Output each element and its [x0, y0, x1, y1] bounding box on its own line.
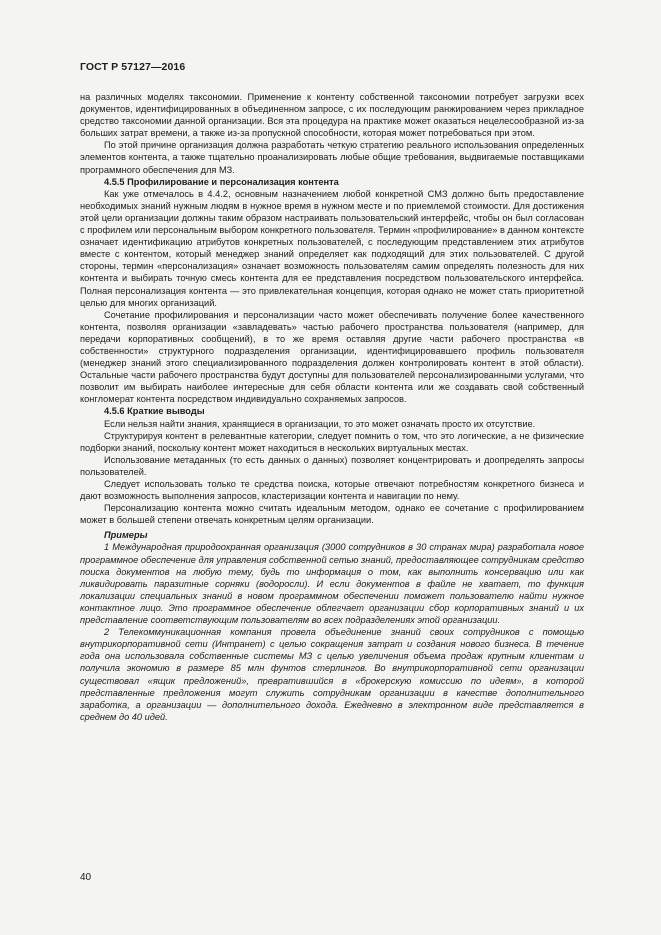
paragraph: Персонализацию контента можно считать идеальным методом, однако ее сочетание с профилированием может в большей степени отвечать конкретным целям организации. — [80, 503, 584, 526]
paragraph: Если нельзя найти знания, хранящиеся в организации, то это может означать просто их отсутствие. — [104, 418, 536, 429]
paragraph: Использование метаданных (то есть данных о данных) позволяет концентрировать и доопределять запросы пользователей. — [80, 454, 584, 477]
document-header: ГОСТ Р 57127—2016 — [80, 61, 186, 73]
paragraph: Следует использовать только те средства поиска, которые отвечают потребностям конкретного бизнеса и дают возможность выполнения запросов, кластеризации контента и навигации по нему. — [80, 479, 584, 502]
paragraph: Как уже отмечалось в 4.4.2, основным назначением любой конкретной СМЗ должно быть предоставление необходимых знаний нужным людям в нужное время в нужном месте и по приемлемой стоимости. Для достижения этой цели организации должны таким образом настраивать пользовательский интерфейс, чтобы он был согласован с профилем или персональным выбором конкретного пользователя. Термин «профилирование» в данном контексте означает идентификацию атрибутов конкретных пользователей, с последующим представлением этих атрибутов вместе с контентом, который менеджер знаний определяет как подходящий для этих пользователей. С другой стороны, термин «персонализация» означает возможность пользователям самим определять полезность для них контента и выбирать точную смесь контента для ее представления посредством пользовательского интерфейса. Полная персонализация контента — это привлекательная концепция, которая однако не может стать приоритетной целью для многих организаций. — [80, 188, 584, 308]
paragraph: Структурируя контент в релевантные категории, следует помнить о том, что это логические, а не физические подборки знаний, поскольку контент может находиться в нескольких виртуальных местах. — [80, 430, 584, 453]
examples-title: Примеры — [104, 530, 148, 541]
section-heading-4-5-6: 4.5.6 Краткие выводы — [104, 406, 205, 417]
paragraph: Сочетание профилирования и персонализации часто может обеспечивать получение более качественного контента, позволяя организации «завладевать» частью рабочего пространства пользователя (например, для передачи корпоративных сообщений), в то же время оставляя другие части рабочего пространства «в собственности» структурного подразделения организации, идентифицировавшего профиль пользователя (менеджер знаний этого специализированного подразделения должен контролировать контент в этой области). Остальные части рабочего пространства будут доступны для пользователей персонализированными услугами, что позволит им выбирать наиболее интересные для себя области контента или же создавать свой собственный конгломерат контента посредством индивидуально сохраняемых запросов. — [80, 309, 584, 405]
example-item: 2 Телекоммуникационная компания провела объединение знаний своих сотрудников с помощью внутрикорпоративной сети (Интранет) с целью сокращения затрат и создания нового бизнеса. В течение года она использовала собственные системы МЗ с целью увеличения объема продаж крупным клиентам и получила экономию в размере 85 млн фунтов стерлингов. Во внутрикорпоративной сети организации существовал «ящик предложений», превратившийся в «брокерскую комиссию по идеям», в которой представленные предложения могут служить сотрудникам организации в качестве дополнительного заработка, а организации — дополнительного дохода. Ежедневно в электронном виде представляется в среднем до 40 идей. — [80, 627, 584, 722]
paragraph: По этой причине организация должна разработать четкую стратегию реального использования определенных элементов контента, а также тщательно проанализировать любые общие требования, выдвигаемые поставщиками программного обеспечения для МЗ. — [80, 140, 584, 175]
page-number: 40 — [80, 872, 92, 883]
document-body — [80, 91, 584, 723]
paragraph: на различных моделях таксономии. Применение к контенту собственной таксономии потребует загрузки всех документов, идентифицированных в объединенном запросе, с их последующим ранжированием через прикладное средство таксономии данной организации. Вся эта процедура на практике может оказаться нецелесообразной из-за больших затрат времени, а также из-за пропускной способности, которая может потребоваться при этом. — [80, 92, 584, 139]
example-item: 1 Международная природоохранная организация (3000 сотрудников в 30 странах мира) разработала новое программное обеспечение для управления собственной сетью знаний, предоставляющее сотрудникам средство поиска документов на любую тему, будь то информация о том, как выполнить консервацию или как ликвидировать паразитные сорняки (водоросли). И если документов в файле не хватает, то функция локализации специальных знаний в новом программном обеспечении поможет пользователю найти нужное контактное лицо. Это программное обеспечение облегчает организации сбор корпоративных знаний и их представление соответствующим пользователям во всех подразделениях этой организации. — [80, 542, 584, 626]
section-heading-4-5-5: 4.5.5 Профилирование и персонализация контента — [104, 176, 339, 187]
